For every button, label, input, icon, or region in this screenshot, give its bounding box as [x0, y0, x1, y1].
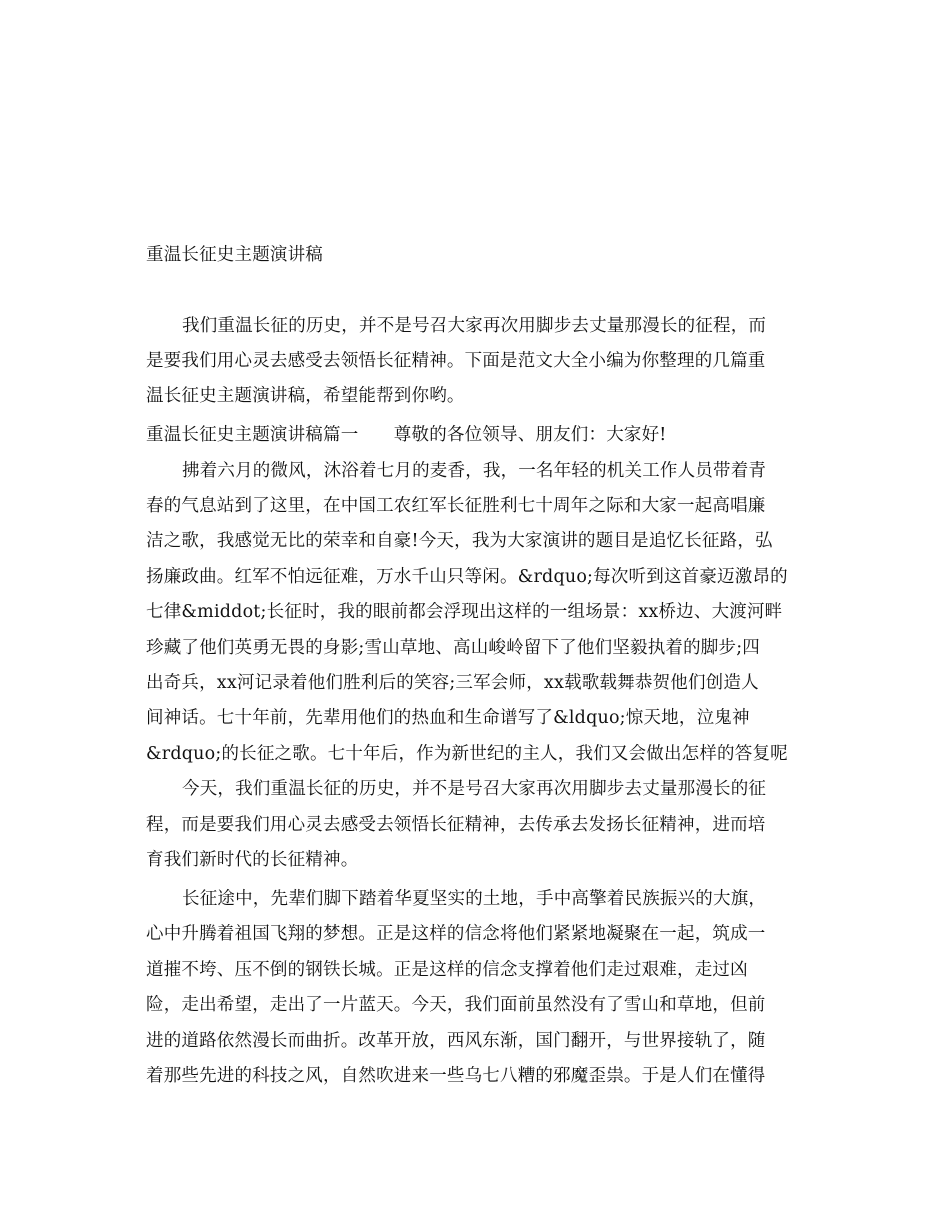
section-heading-line: 重温长征史主题演讲稿篇一 尊敬的各位领导、朋友们：大家好!	[146, 425, 667, 445]
paragraph-line: 育我们新时代的长征精神。	[146, 850, 359, 870]
paragraph-line: 着那些先进的科技之风，自然吹进来一些乌七八糟的邪魔歪祟。于是人们在懂得	[146, 1066, 766, 1086]
paragraph-line: &rdquo;的长征之歌。七十年后，作为新世纪的主人，我们又会做出怎样的答复呢	[146, 744, 788, 764]
paragraph-line: 春的气息站到了这里，在中国工农红军长征胜利七十周年之际和大家一起高唱廉	[146, 496, 766, 516]
paragraph-line: 道摧不垮、压不倒的钢铁长城。正是这样的信念支撑着他们走过艰难，走过凶	[146, 960, 748, 980]
paragraph-line: 温长征史主题演讲稿，希望能帮到你哟。	[146, 386, 465, 406]
paragraph-line: 间神话。七十年前，先辈用他们的热血和生命谱写了&ldquo;惊天地，泣鬼神	[146, 708, 750, 728]
paragraph-line: 七律&middot;长征时，我的眼前都会浮现出这样的一组场景：xx桥边、大渡河畔	[146, 602, 783, 622]
paragraph-line: 扬廉政曲。红军不怕远征难，万水千山只等闲。&rdquo;每次听到这首豪迈激昂的	[146, 567, 788, 587]
paragraph-line: 进的道路依然漫长而曲折。改革开放，西风东渐，国门翻开，与世界接轨了，随	[146, 1031, 766, 1051]
paragraph-line: 拂着六月的微风，沐浴着七月的麦香，我，一名年轻的机关工作人员带着青	[182, 461, 767, 481]
paragraph-line: 险，走出希望，走出了一片蓝天。今天，我们面前虽然没有了雪山和草地，但前	[146, 995, 766, 1015]
paragraph-line: 心中升腾着祖国飞翔的梦想。正是这样的信念将他们紧紧地凝聚在一起，筑成一	[146, 924, 766, 944]
paragraph-line: 洁之歌，我感觉无比的荣幸和自豪!今天，我为大家演讲的题目是追忆长征路，弘	[146, 531, 773, 551]
paragraph-line: 我们重温长征的历史，并不是号召大家再次用脚步去丈量那漫长的征程，而	[182, 316, 767, 336]
paragraph-line: 今天，我们重温长征的历史，并不是号召大家再次用脚步去丈量那漫长的征	[182, 779, 767, 799]
paragraph-line: 长征途中，先辈们脚下踏着华夏坚实的土地，手中高擎着民族振兴的大旗，	[182, 889, 767, 909]
paragraph-line: 程，而是要我们用心灵去感受去领悟长征精神，去传承去发扬长征精神，进而培	[146, 815, 766, 835]
document-title: 重温长征史主题演讲稿	[146, 245, 323, 265]
paragraph-line: 出奇兵，xx河记录着他们胜利后的笑容;三军会师，xx载歌载舞恭贺他们创造人	[146, 673, 759, 693]
paragraph-line: 是要我们用心灵去感受去领悟长征精神。下面是范文大全小编为你整理的几篇重	[146, 351, 766, 371]
paragraph-line: 珍藏了他们英勇无畏的身影;雪山草地、高山峻岭留下了他们坚毅执着的脚步;四	[146, 638, 760, 658]
